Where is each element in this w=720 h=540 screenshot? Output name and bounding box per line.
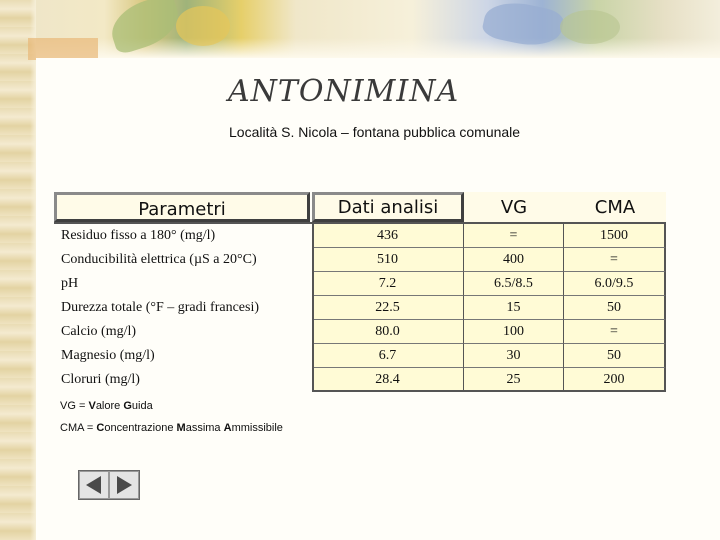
row-dati-value: 436 xyxy=(312,224,464,248)
row-cma-value: 6.0/9.5 xyxy=(564,272,666,296)
row-vg-value: 6.5/8.5 xyxy=(464,272,564,296)
row-dati-value: 80.0 xyxy=(312,320,464,344)
row-parameter-name: pH xyxy=(61,276,79,291)
header-vg: VG xyxy=(464,192,564,222)
legend-cma-abbr: CMA xyxy=(60,422,84,434)
table-body xyxy=(54,224,666,392)
row-vg-value: 30 xyxy=(464,344,564,368)
legend-vg-eq: = xyxy=(78,400,86,412)
legend-vg-word-1: alore xyxy=(95,400,121,412)
legend-cma-initial-1: C xyxy=(96,422,105,434)
row-dati-value: 6.7 xyxy=(312,344,464,368)
legend-vg-initial-1: V xyxy=(88,400,96,412)
row-vg-value: 100 xyxy=(464,320,564,344)
slide-subtitle: Località S. Nicola – fontana pubblica comunale xyxy=(229,124,521,140)
table-row xyxy=(54,224,666,248)
legend-vg-abbr: VG xyxy=(60,400,76,412)
row-dati-value: 7.2 xyxy=(312,272,464,296)
row-parameter-name: Cloruri (mg/l) xyxy=(61,372,140,387)
header-parametri: Parametri xyxy=(54,192,310,222)
row-dati-value: 28.4 xyxy=(312,368,464,392)
row-parameter-name: Conducibilità elettrica (µS a 20°C) xyxy=(61,252,257,267)
legend-cma-word-1: oncentrazione xyxy=(104,422,174,434)
legend-cma-word-3: mmissibile xyxy=(231,422,283,434)
row-cma-value: 200 xyxy=(564,368,666,392)
next-slide-button[interactable] xyxy=(109,471,139,499)
legend-cma-initial-3: A xyxy=(223,422,232,434)
table-header-row xyxy=(54,192,666,224)
row-dati-value: 22.5 xyxy=(312,296,464,320)
row-parameter-name: Durezza totale (°F – gradi francesi) xyxy=(61,300,260,315)
row-cma-value: = xyxy=(564,248,666,272)
row-parameter-name: Calcio (mg/l) xyxy=(61,324,137,339)
table-row xyxy=(54,344,666,368)
row-cma-value: 50 xyxy=(564,344,666,368)
decorative-leaf xyxy=(176,6,230,46)
header-dati-analisi: Dati analisi xyxy=(312,192,464,222)
row-cma-value: = xyxy=(564,320,666,344)
table-row xyxy=(54,296,666,320)
row-vg-value: 25 xyxy=(464,368,564,392)
row-cma-value: 1500 xyxy=(564,224,666,248)
table-row xyxy=(54,368,666,392)
table-row xyxy=(54,248,666,272)
decorative-left-strip xyxy=(0,0,36,540)
row-parameter-name: Magnesio (mg/l) xyxy=(61,348,155,363)
row-vg-value: = xyxy=(464,224,564,248)
triangle-right-icon xyxy=(113,474,135,496)
legend-cma xyxy=(60,422,283,434)
row-vg-value: 400 xyxy=(464,248,564,272)
header-cma: CMA xyxy=(564,192,666,222)
legend-cma-eq: = xyxy=(86,422,94,434)
row-dati-value: 510 xyxy=(312,248,464,272)
legend-vg xyxy=(60,400,153,412)
decorative-leaf xyxy=(560,10,620,44)
analysis-table xyxy=(54,192,666,392)
legend-vg-word-2: uida xyxy=(131,400,153,412)
legend-vg-initial-2: G xyxy=(123,400,132,412)
triangle-left-icon xyxy=(83,474,105,496)
row-parameter-name: Residuo fisso a 180° (mg/l) xyxy=(61,228,216,243)
row-vg-value: 15 xyxy=(464,296,564,320)
decorative-leaf xyxy=(28,38,98,60)
legend-cma-word-2: assima xyxy=(185,422,221,434)
table-row xyxy=(54,272,666,296)
legend-cma-initial-2: M xyxy=(176,422,186,434)
table-row xyxy=(54,320,666,344)
slide-title: ANTONIMINA xyxy=(228,74,460,109)
slide-navigation xyxy=(78,470,140,500)
row-cma-value: 50 xyxy=(564,296,666,320)
prev-slide-button[interactable] xyxy=(79,471,109,499)
